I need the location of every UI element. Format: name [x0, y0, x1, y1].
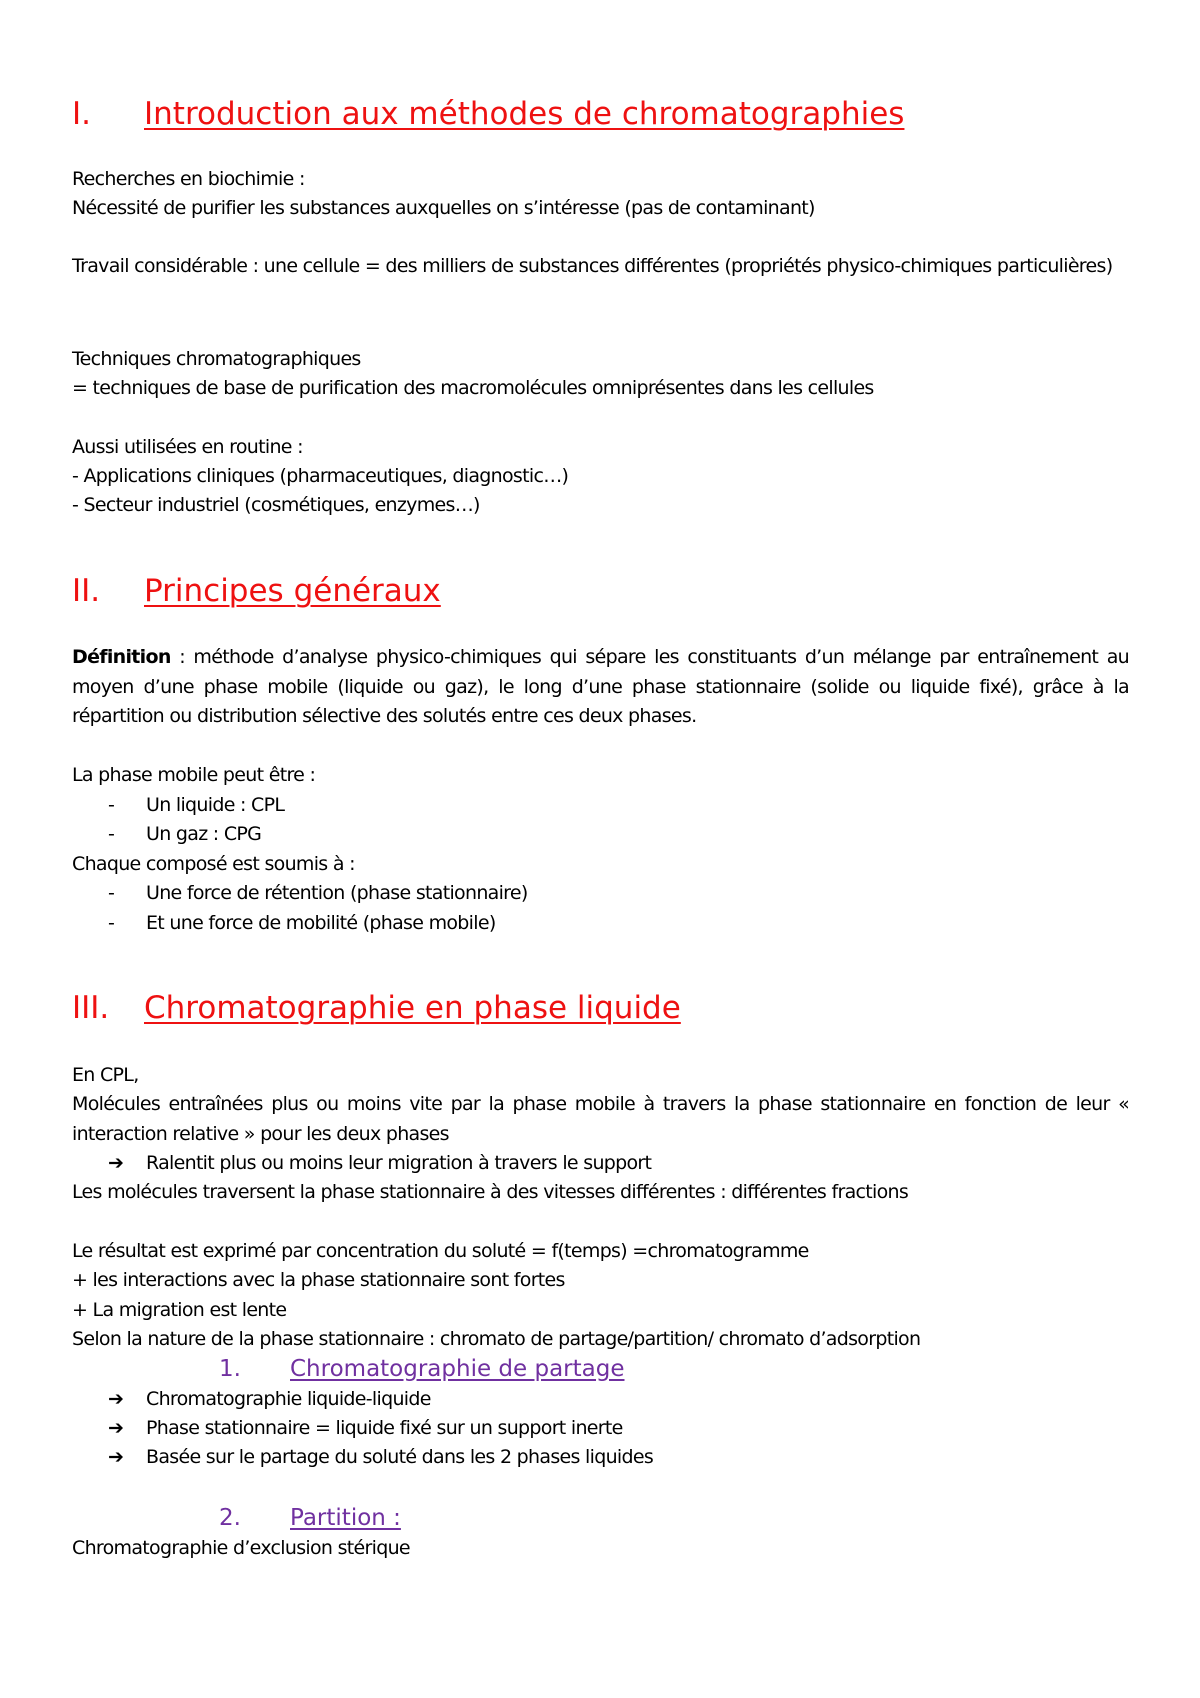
section-1-title: Introduction aux méthodes de chromatographies	[144, 96, 905, 132]
s1-p4-line1: Aussi utilisées en routine :	[72, 436, 303, 458]
s1-p4-line3: - Secteur industriel (cosmétiques, enzymes…)	[72, 494, 480, 516]
section-3-heading	[72, 990, 681, 1026]
arrow-icon: ➔	[108, 1446, 124, 1468]
subsection-2-number: 2.	[219, 1505, 241, 1531]
s3-l6: + La migration est lente	[72, 1299, 287, 1321]
s2-compose-intro: Chaque composé est soumis à :	[72, 853, 355, 875]
s1-p4-line2: - Applications cliniques (pharmaceutiques, diagnostic…)	[72, 465, 569, 487]
dash-bullet: -	[108, 823, 115, 845]
dash-bullet: -	[108, 794, 115, 816]
s1-p3-line2: = techniques de base de purification des macromolécules omniprésentes dans les cellules	[72, 377, 874, 399]
arrow-item: Ralentit plus ou moins leur migration à travers le support	[146, 1152, 652, 1174]
s1-p3-line1: Techniques chromatographiques	[72, 348, 361, 370]
section-2-number: II.	[72, 573, 101, 609]
list-item: Et une force de mobilité (phase mobile)	[146, 912, 496, 934]
s2-mobile-intro: La phase mobile peut être :	[72, 764, 316, 786]
arrow-item: Basée sur le partage du soluté dans les 2 phases liquides	[146, 1446, 654, 1468]
subsection-1-number: 1.	[219, 1356, 241, 1382]
subsection-1-heading	[219, 1356, 625, 1382]
list-item: Un liquide : CPL	[146, 794, 285, 816]
subsection-2-title: Partition :	[290, 1505, 401, 1531]
subsection-2-heading	[219, 1505, 401, 1531]
s1-p1-line2: Nécessité de purifier les substances auxquelles on s’intéresse (pas de contaminant)	[72, 197, 815, 219]
s3-l3: Les molécules traversent la phase stationnaire à des vitesses différentes : différentes fractions	[72, 1181, 909, 1203]
s3-l1: En CPL,	[72, 1064, 139, 1086]
section-1-heading	[72, 96, 904, 132]
s3-l7: Selon la nature de la phase stationnaire : chromato de partage/partition/ chromato d’adsorption	[72, 1328, 921, 1350]
s3-sub2-text: Chromatographie d’exclusion stérique	[72, 1537, 410, 1559]
arrow-icon: ➔	[108, 1417, 124, 1439]
section-3-number: III.	[72, 990, 110, 1026]
s3-l4: Le résultat est exprimé par concentration du soluté = f(temps) =chromatogramme	[72, 1240, 809, 1262]
s1-p2: Travail considérable : une cellule = des milliers de substances différentes (propriétés physico-chimiques particulières)	[72, 255, 1113, 277]
s3-l5: + les interactions avec la phase stationnaire sont fortes	[72, 1269, 565, 1291]
s1-p1-line1: Recherches en biochimie :	[72, 168, 305, 190]
section-1-number: I.	[72, 96, 91, 132]
section-2-heading	[72, 573, 441, 609]
subsection-1-title: Chromatographie de partage	[290, 1356, 625, 1382]
s3-l2: Molécules entraînées plus ou moins vite par la phase mobile à travers la phase stationnaire en fonction de leur « interaction relative » pour les deux phases	[72, 1093, 1129, 1145]
list-item: Une force de rétention (phase stationnaire)	[146, 882, 528, 904]
arrow-item: Phase stationnaire = liquide fixé sur un support inerte	[146, 1417, 623, 1439]
arrow-icon: ➔	[108, 1388, 124, 1410]
list-item: Un gaz : CPG	[146, 823, 262, 845]
arrow-icon: ➔	[108, 1152, 124, 1174]
section-2-title: Principes généraux	[144, 573, 441, 609]
dash-bullet: -	[108, 912, 115, 934]
section-3-title: Chromatographie en phase liquide	[144, 990, 681, 1026]
definition-label: Définition	[72, 646, 171, 668]
arrow-item: Chromatographie liquide-liquide	[146, 1388, 431, 1410]
dash-bullet: -	[108, 882, 115, 904]
definition-text: : méthode d’analyse physico-chimiques qui sépare les constituants d’un mélange par entraînement au moyen d’une phase mobile (liquide ou gaz), le long d’une phase stationnaire (solide ou liquide fixé), grâce à la répartition ou distribution sélective des solutés entre ces deux phases.	[72, 646, 1129, 727]
s2-definition	[72, 643, 1129, 732]
